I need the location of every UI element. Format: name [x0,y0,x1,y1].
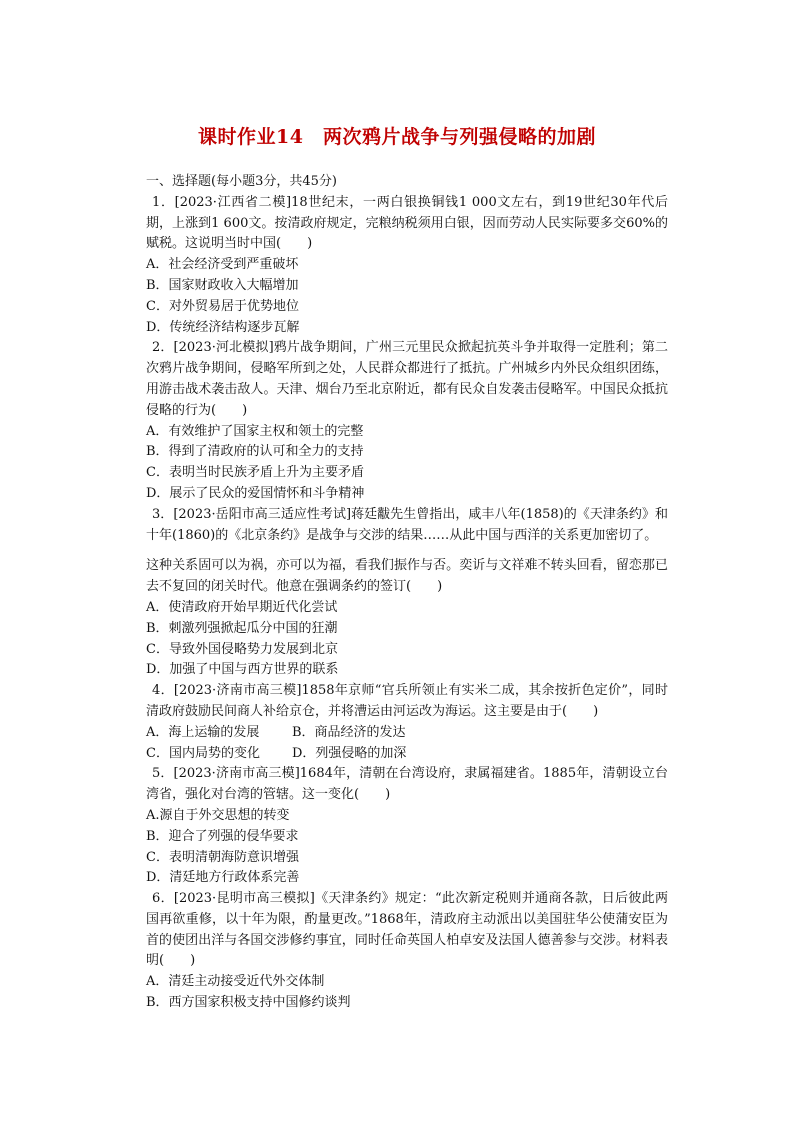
option-a: A．有效维护了国家主权和领土的完整 [146,423,364,439]
worksheet-body [146,172,668,1014]
option-b: B．西方国家积极支持中国修约谈判 [146,995,351,1011]
option-a: A．海上运输的发展 [146,724,260,740]
option-row [146,723,668,744]
option-c: C．表明当时民族矛盾上升为主要矛盾 [146,465,364,481]
option-b: B．迎合了列强的侵华要求 [146,828,299,844]
question-stem: 6．[2023·昆明市高三模拟]《天津条约》规定：“此次新定税则并通商各款，日后彼此两国再欲重修，以十年为限，酌量更改。”1868年，清政府主动派出以美国驻华公使蒲安臣为首的使团出洋与各国交涉修约事宜，同时任命英国人柏卓安及法国人德善参与交涉。材料表明( ) [146,891,668,969]
question-stem: 4．[2023·济南市高三模]1858年京师“官兵所领止有实米二成，其余按折色定价”，同时清政府鼓励民间商人补给京仓，并将漕运由河运改为海运。这主要是由于( ) [146,683,668,719]
option-d: D．清廷地方行政体系完善 [146,870,300,886]
question-stem: 1．[2023·江西省二模]18世纪末，一两白银换铜钱1 000文左右，到19世纪30年代后期，上涨到1 600文。按清政府规定，完粮纳税须用白银，因而劳动人民实际要多交60%的赋税。这说明当时中国( ) [146,194,668,252]
question-1 [146,193,668,339]
option-a: A.源自于外交思想的转变 [146,807,290,823]
option-d: D．加强了中国与西方世界的联系 [146,662,339,678]
option-c: C．国内局势的变化 [146,745,260,761]
question-3 [146,505,668,681]
option-b: B．国家财政收入大幅增加 [146,277,299,293]
option-b: B．刺激列强掀起瓜分中国的狂潮 [146,620,338,636]
option-a: A．使清政府开始早期近代化尝试 [146,599,338,615]
option-d: D．展示了民众的爱国情怀和斗争精神 [146,485,365,501]
question-4 [146,681,668,764]
option-a: A．社会经济受到严重破坏 [146,257,299,273]
question-6 [146,889,668,1014]
section-heading: 一、选择题(每小题3分，共45分) [146,174,337,189]
option-c: C．导致外国侵略势力发展到北京 [146,641,338,657]
question-stem: 3．[2023·岳阳市高三适应性考试]蒋廷黻先生曾指出，咸丰八年(1858)的《天津条约》和十年(1860)的《北京条约》是战争与交涉的结果……从此中国与西洋的关系更加密切了。 [146,506,668,543]
option-d: D．列强侵略的加深 [292,745,407,761]
question-stem: 5．[2023·济南市高三模]1684年，清朝在台湾设府，隶属福建省。1885年，清朝设立台湾省，强化对台湾的管辖。这一变化( ) [146,766,668,803]
page-title: 课时作业14 两次鸦片战争与列强侵略的加剧 [198,126,596,148]
option-c: C．对外贸易居于优势地位 [146,298,299,314]
option-row [146,744,668,765]
option-a: A．清廷主动接受近代外交体制 [146,974,325,990]
question-stem: 2．[2023·河北模拟]鸦片战争期间，广州三元里民众掀起抗英斗争并取得一定胜利；第二次鸦片战争期间，侵略军所到之处，人民群众都进行了抵抗。广州城乡内外民众组织团练，用游击战术袭击敌人。天津、烟台乃至北京附近，都有民众自发袭击侵略军。中国民众抵抗侵略的行为( ) [146,340,668,418]
question-stem-continued: 这种关系固可以为祸，亦可以为福，看我们振作与否。奕䜣与文祥难不转头回看，留恋那已去不复回的闭关时代。他意在强调条约的签订( ) [146,558,668,595]
question-2 [146,338,668,504]
option-c: C．表明清朝海防意识增强 [146,849,299,865]
option-d: D．传统经济结构逐步瓦解 [146,319,300,335]
question-5 [146,764,668,889]
option-b: B．得到了清政府的认可和全力的支持 [146,444,364,460]
option-b: B．商品经济的发达 [292,724,406,740]
